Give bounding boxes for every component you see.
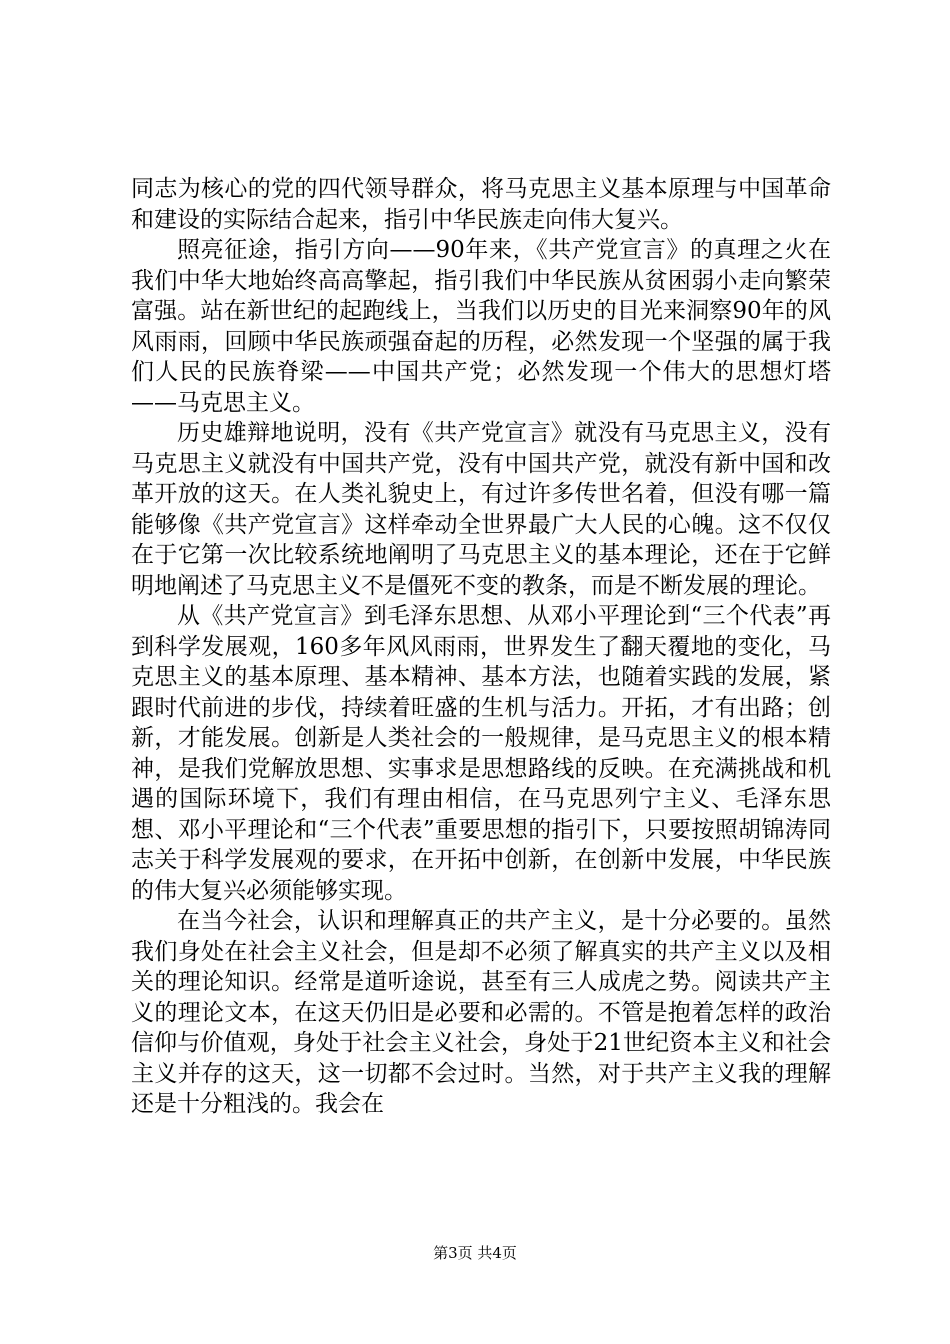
paragraph-4: 从《共产党宣言》到毛泽东思想、从邓小平理论到“三个代表”再到科学发展观，160多年风风雨雨，世界发生了翻天覆地的变化，马克思主义的基本原理、基本精神、基本方法，也随着实践的发展，紧跟时代前进的步伐，持续着旺盛的生机与活力。开拓，才有出路；创新，才能发展。创新是人类社会的一般规律，是马克思主义的根本精神，是我们党解放思想、实事求是思想路线的反映。在充满挑战和机遇的国际环境下，我们有理由相信，在马克思列宁主义、毛泽东思想、邓小平理论和“三个代表”重要思想的指引下，只要按照胡锦涛同志关于科学发展观的要求，在开拓中创新，在创新中发展，中华民族的伟大复兴必须能够实现。	[131, 603, 831, 904]
page-number: 第3页 共4页	[433, 1244, 517, 1262]
paragraph-3: 历史雄辩地说明，没有《共产党宣言》就没有马克思主义，没有马克思主义就没有中国共产党，没有中国共产党，就没有新中国和改革开放的这天。在人类礼貌史上，有过许多传世名着，但没有哪一篇能够像《共产党宣言》这样牵动全世界最广大人民的心魄。这不仅仅在于它第一次比较系统地阐明了马克思主义的基本理论，还在于它鲜明地阐述了马克思主义不是僵死不变的教条，而是不断发展的理论。	[131, 420, 831, 599]
paragraph-5: 在当今社会，认识和理解真正的共产主义，是十分必要的。虽然我们身处在社会主义社会，但是却不必须了解真实的共产主义以及相关的理论知识。经常是道听途说，甚至有三人成虎之势。阅读共产主义的理论文本，在这天仍旧是必要和必需的。不管是抱着怎样的政治信仰与价值观，身处于社会主义社会，身处于21世纪资本主义和社会主义并存的这天，这一切都不会过时。当然，对于共产主义我的理解还是十分粗浅的。我会在	[131, 908, 831, 1117]
paragraph-2: 照亮征途，指引方向——90年来，《共产党宣言》的真理之火在我们中华大地始终高高擎起，指引我们中华民族从贫困弱小走向繁荣富强。站在新世纪的起跑线上，当我们以历史的目光来洞察90年的风风雨雨，回顾中华民族顽强奋起的历程，必然发现一个坚强的属于我们人民的民族脊梁——中国共产党；必然发现一个伟大的思想灯塔——马克思主义。	[131, 237, 831, 416]
document-body	[131, 174, 831, 1120]
paragraph-1: 同志为核心的党的四代领导群众，将马克思主义基本原理与中国革命和建设的实际结合起来，指引中华民族走向伟大复兴。	[131, 176, 831, 233]
page-footer	[0, 1242, 950, 1263]
